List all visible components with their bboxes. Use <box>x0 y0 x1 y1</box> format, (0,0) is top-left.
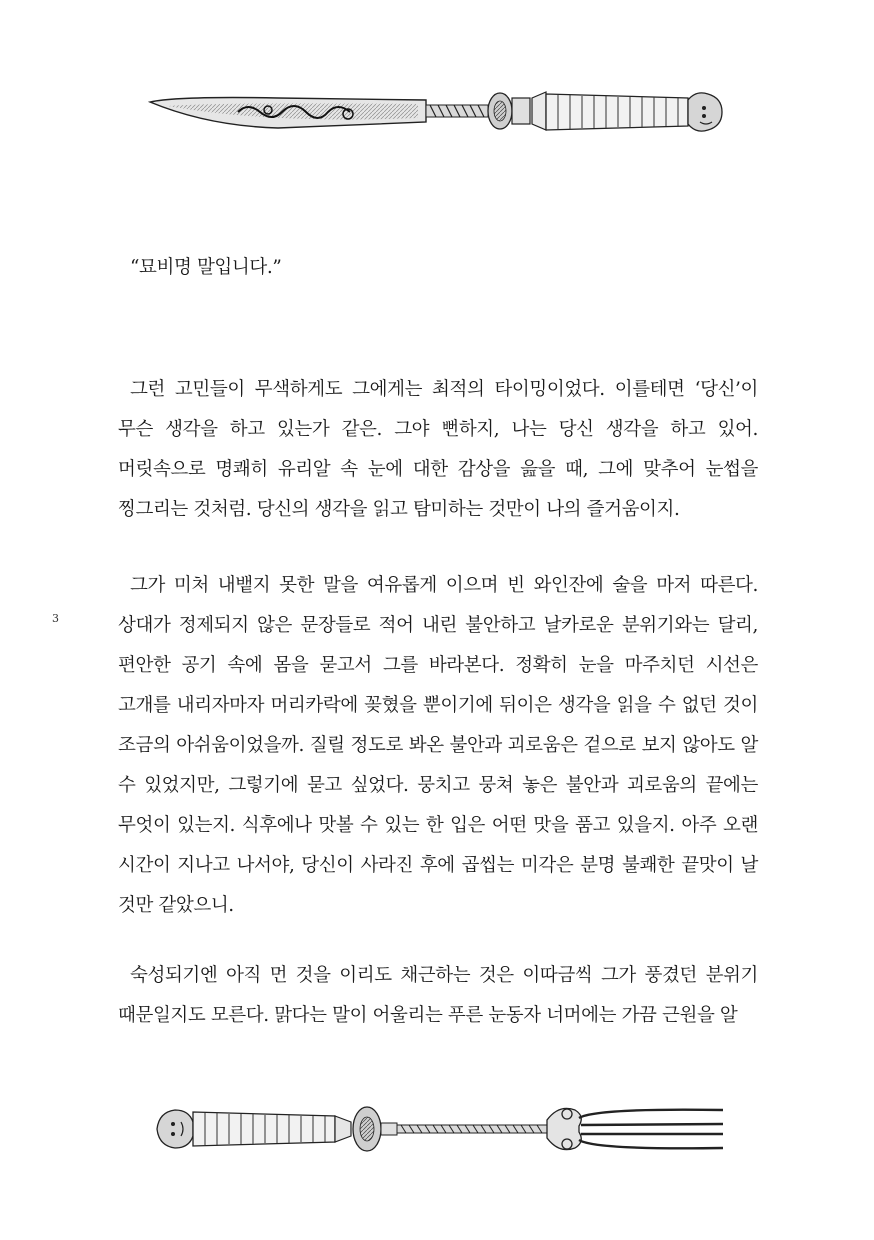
quote-paragraph: “묘비명 말입니다.” <box>130 257 282 278</box>
body-paragraph-2 <box>118 566 758 926</box>
paragraph-text: 그런 고민들이 무색하게도 그에게는 최적의 타이밍이었다. 이를테면 ‘당신’이 무슨 생각을 하고 있는가 같은. 그야 뻔하지, 나는 당신 생각을 하고 있어. 머릿속으로 명쾌히 유리알 속 눈에 대한 감상을 읊을 때, 그에 맞추어 눈썹을 찡그리는 것처럼. 당신의 생각을 읽고 탐미하는 것만이 나의 즐거움이지. <box>118 379 758 520</box>
paragraph-text: 그가 미처 내뱉지 못한 말을 여유롭게 이으며 빈 와인잔에 술을 마저 따른다. 상대가 정제되지 않은 문장들로 적어 내린 불안하고 날카로운 분위기와는 달리, 편안한 공기 속에 몸을 묻고서 그를 바라본다. 정확히 눈을 마주치던 시선은 고개를 내리자마자 머리카락에 꽂혔을 뿐이기에 뒤이은 생각을 읽을 수 없던 것이 조금의 아쉬움이었을까. 질릴 정도로 봐온 불안과 괴로움은 겉으로 보지 않아도 알 수 있었지만, 그렇기에 묻고 싶었다. 뭉치고 뭉쳐 놓은 불안과 괴로움의 끝에는 무엇이 있는지. 식후에나 맛볼 수 있는 한 입은 어떤 맛을 품고 있을지. 아주 오랜 시간이 지나고 나서야, 당신이 사라진 후에 곱씹는 미각은 분명 불쾌한 끝맛이 날 것만 같았으니. <box>118 575 758 916</box>
page-number: 3 <box>52 612 59 625</box>
ornate-knife-icon <box>148 88 726 136</box>
body-paragraph-3 <box>118 956 758 1036</box>
body-paragraph-1 <box>118 370 758 530</box>
paragraph-text: 숙성되기엔 아직 먼 것을 이리도 채근하는 것은 이따금씩 그가 풍겼던 분위기 때문일지도 모른다. 맑다는 말이 어울리는 푸른 눈동자 너머에는 가끔 근원을 알 <box>118 965 758 1026</box>
quote-line <box>118 248 758 288</box>
ornate-fork-icon <box>155 1098 725 1160</box>
